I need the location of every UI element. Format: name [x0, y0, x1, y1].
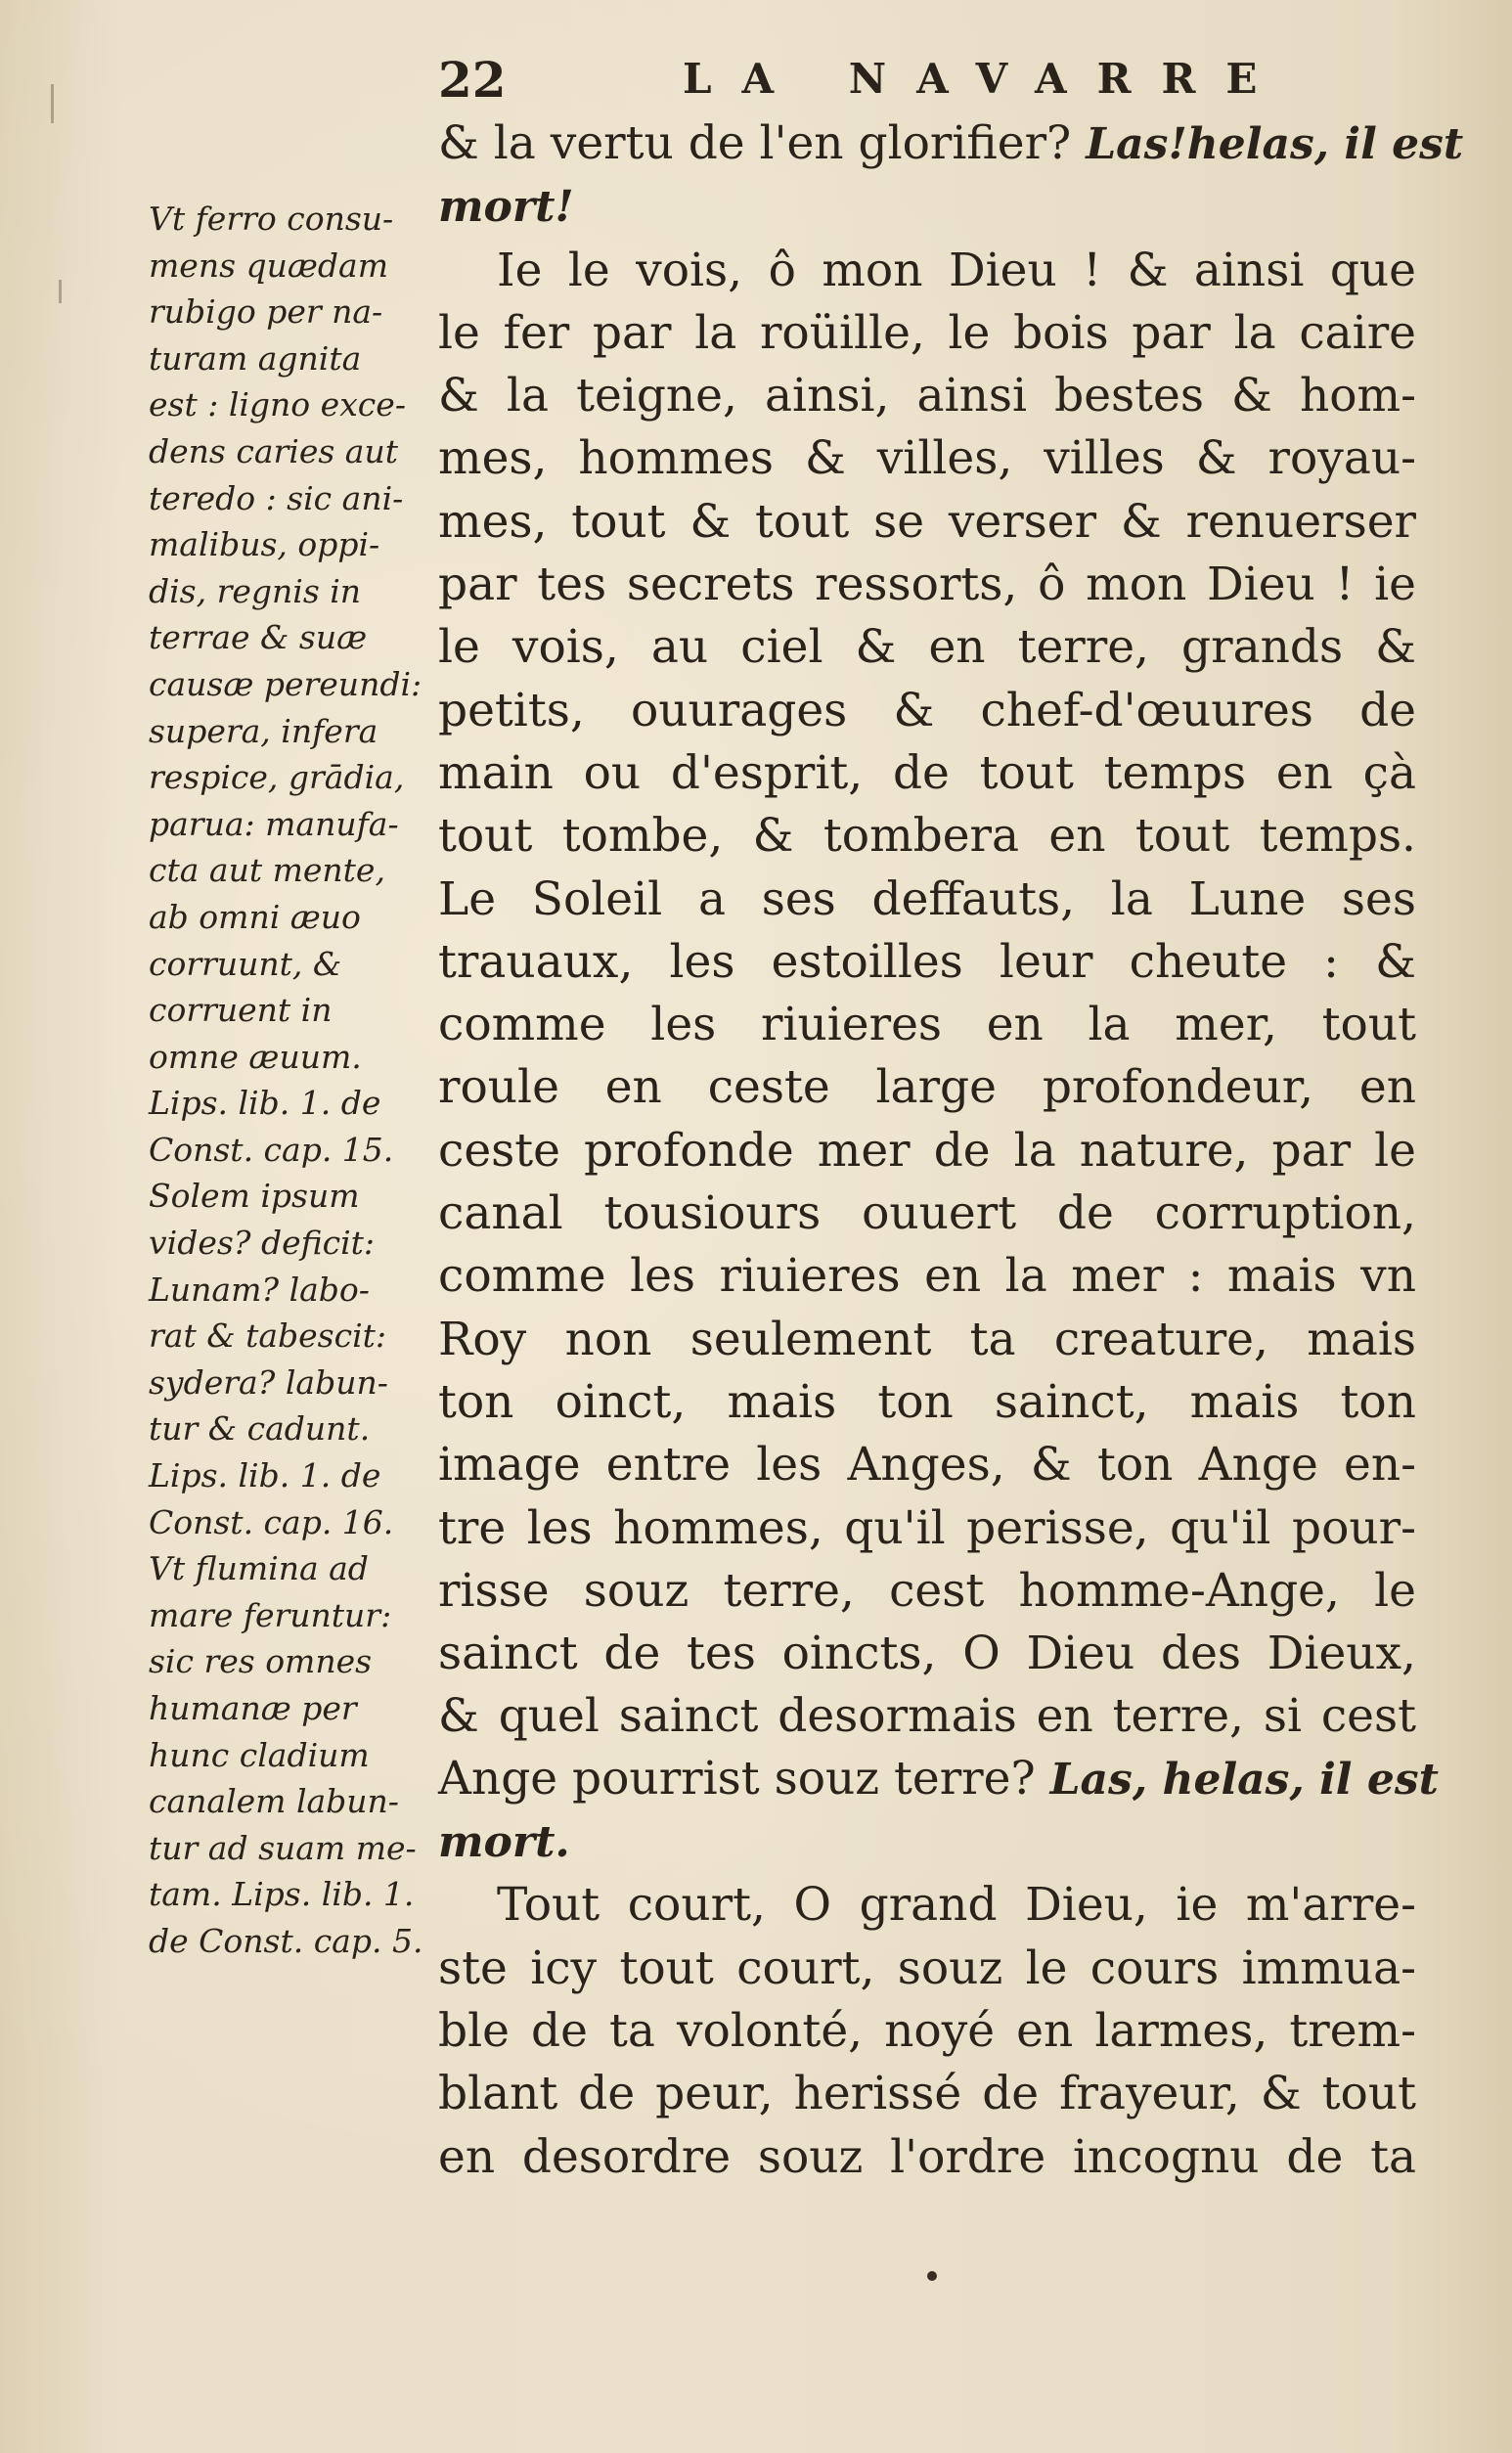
page-number: 22 [438, 51, 507, 109]
text-line-content [438, 1497, 1416, 1560]
margin-note-line: sydera? labun- [149, 1362, 388, 1402]
text-line-content [438, 1056, 1416, 1119]
text-line-content [438, 427, 1416, 490]
text-roman: trauaux, les estoilles leur cheute : & [438, 934, 1416, 989]
margin-note-line: dens caries aut [149, 431, 398, 470]
text-line-content [438, 1245, 1416, 1308]
text-roman: & quel sainct desormais en terre, si cest [438, 1689, 1416, 1744]
text-line-content [438, 1938, 1416, 2000]
main-text [438, 113, 1464, 2189]
text-roman: mes, hommes & villes, villes & royau- [438, 431, 1416, 486]
text-line [438, 2126, 1416, 2189]
ink-dot [927, 2271, 937, 2281]
margin-note-line: hunc cladium [149, 1735, 370, 1774]
text-line [438, 240, 1416, 302]
text-roman: par tes secrets ressorts, ô mon Dieu ! ie [438, 558, 1416, 612]
text-roman: ceste profonde mer de la nature, par le [438, 1123, 1416, 1178]
margin-note-line: respice, grādia, [149, 758, 405, 797]
margin-note-line: tur ad suam me- [149, 1828, 417, 1867]
text-line [438, 1182, 1416, 1245]
text-roman: & la vertu de l'en glorifier? [438, 116, 1072, 170]
text-roman: petits, ouurages & chef-d'œuures de [438, 683, 1416, 737]
text-roman: Roy non seulement ta creature, mais [438, 1312, 1416, 1366]
text-line-content [438, 1182, 1416, 1245]
margin-note-line: mare feruntur: [149, 1595, 392, 1634]
text-line [438, 1309, 1416, 1371]
text-line [438, 2000, 1416, 2063]
text-line-content [438, 2126, 1416, 2189]
text-roman: risse souz terre, cest homme-Ange, le [438, 1563, 1416, 1618]
text-line [438, 1938, 1416, 2000]
text-line-content [438, 1874, 1416, 1937]
text-line-content [438, 2000, 1416, 2063]
text-line-content [438, 365, 1416, 427]
margin-note-line: supera, infera [149, 711, 378, 750]
text-line [438, 805, 1416, 868]
text-line [438, 365, 1416, 427]
text-line [438, 1497, 1416, 1560]
text-line-content [438, 742, 1416, 805]
margin-note-line: est : ligno exce- [149, 385, 406, 424]
text-roman: le fer par la roüille, le bois par la caire [438, 305, 1416, 360]
margin-note-line: Vt flumina ad [149, 1549, 369, 1588]
text-line [438, 554, 1416, 616]
margin-note-line: Lips. lib. 1. de [149, 1456, 381, 1495]
text-roman: ble de ta volonté, noyé en larmes, trem- [438, 2003, 1416, 2058]
text-italic: mort! [438, 182, 574, 233]
text-line [438, 113, 1464, 176]
text-line-content [438, 1434, 1416, 1496]
text-roman: & la teigne, ainsi, ainsi bestes & hom- [438, 369, 1416, 424]
margin-note-line: tur & cadunt. [149, 1409, 371, 1449]
text-roman: canal tousiours ouuert de corruption, [438, 1186, 1416, 1241]
text-roman: Ie le vois, ô mon Dieu ! & ainsi que [497, 243, 1416, 297]
margin-notes [149, 196, 427, 1965]
margin-note-line: malibus, oppi- [149, 525, 380, 564]
margin-note-line: rubigo per na- [149, 292, 383, 332]
margin-note-line: turam agnita [149, 338, 362, 378]
text-roman: Le Soleil a ses deffauts, la Lune ses [438, 871, 1416, 926]
text-roman: sainct de tes oincts, O Dieu des Dieux, [438, 1627, 1416, 1681]
text-line-content [438, 931, 1416, 994]
text-line [438, 491, 1416, 554]
text-line [438, 1245, 1416, 1308]
margin-note-line: de Const. cap. 5. [149, 1921, 423, 1960]
margin-note-line: rat & tabescit: [149, 1316, 387, 1356]
margin-note-line: parua: manufa- [149, 804, 399, 843]
margin-note-line: terrae & suæ [149, 618, 368, 657]
text-line [438, 931, 1416, 994]
text-italic: Las, helas, il est [1049, 1754, 1439, 1805]
text-roman: image entre les Anges, & ton Ange en- [438, 1438, 1416, 1493]
text-line [438, 1371, 1416, 1434]
text-line [438, 1749, 1439, 1811]
margin-note-line: dis, regnis in [149, 571, 362, 610]
text-line-content [438, 112, 1464, 176]
text-line [438, 1811, 1416, 1874]
text-roman: ton oinct, mais ton sainct, mais ton [438, 1374, 1416, 1429]
text-line [438, 1560, 1416, 1623]
margin-note-line: canalem labun- [149, 1782, 399, 1821]
margin-note-line: vides? deficit: [149, 1224, 376, 1263]
text-line-content [438, 302, 1416, 365]
margin-note-line: Lunam? labo- [149, 1270, 370, 1309]
margin-note-line: causæ pereundi: [149, 664, 422, 703]
text-line [438, 1623, 1416, 1685]
margin-note-line: Solem ipsum [149, 1177, 360, 1216]
text-line-content [438, 1685, 1416, 1748]
margin-note-line: mens quædam [149, 245, 388, 285]
text-line-content [438, 805, 1416, 868]
margin-note-line: Lips. lib. 1. de [149, 1084, 381, 1123]
text-line-content [438, 1309, 1416, 1371]
text-line [438, 616, 1416, 679]
text-roman: comme les riuieres en la mer, tout [438, 998, 1416, 1052]
text-roman: roule en ceste large profondeur, en [438, 1060, 1416, 1115]
text-roman: en desordre souz l'ordre incognu de ta [438, 2129, 1416, 2184]
text-line-content [438, 240, 1416, 302]
margin-note-line: Const. cap. 16. [149, 1502, 394, 1541]
text-line-content [438, 1371, 1416, 1434]
margin-note-line: Const. cap. 15. [149, 1130, 394, 1169]
margin-note-line: corruent in [149, 991, 333, 1030]
text-line [438, 176, 1416, 239]
margin-note-line: tam. Lips. lib. 1. [149, 1875, 415, 1914]
margin-note-line: sic res omnes [149, 1642, 373, 1681]
text-line [438, 2063, 1416, 2125]
text-line-content [438, 1120, 1416, 1182]
text-line [438, 1120, 1416, 1182]
text-roman: Tout court, O grand Dieu, ie m'arre- [497, 1878, 1416, 1933]
text-line-content [438, 994, 1416, 1056]
text-line-content [438, 1810, 570, 1874]
text-roman: le vois, au ciel & en terre, grands & [438, 620, 1416, 675]
text-line-content [438, 1560, 1416, 1623]
margin-note-line: ab omni æuo [149, 897, 361, 936]
text-line [438, 1874, 1416, 1937]
text-line-content [438, 1623, 1416, 1685]
text-line-content [438, 869, 1416, 931]
margin-note-line: teredo : sic ani- [149, 478, 404, 517]
text-line [438, 869, 1416, 931]
margin-note-line: omne æuum. [149, 1037, 362, 1076]
text-roman: tre les hommes, qu'il perisse, qu'il pour- [438, 1500, 1416, 1555]
text-line [438, 427, 1416, 490]
page-header [438, 51, 1416, 110]
text-line [438, 302, 1416, 365]
text-roman: tout tombe, & tombera en tout temps. [438, 809, 1416, 864]
text-roman: Ange pourrist souz terre? [438, 1751, 1036, 1806]
text-line-content [438, 554, 1416, 616]
text-roman: mes, tout & tout se verser & renuerser [438, 494, 1416, 549]
margin-note-line: cta aut mente, [149, 851, 385, 890]
text-line [438, 1056, 1416, 1119]
margin-note-line: Vt ferro consu- [149, 200, 394, 238]
text-line-content [438, 680, 1416, 742]
text-line-content [438, 1748, 1439, 1811]
text-line [438, 742, 1416, 805]
text-italic: mort. [438, 1817, 570, 1868]
text-roman: blant de peur, herissé de frayeur, & tout [438, 2067, 1416, 2121]
left-edge-mark-2 [59, 280, 62, 303]
margin-note-line: humanæ per [149, 1689, 357, 1727]
text-line [438, 1434, 1416, 1496]
text-roman: main ou d'esprit, de tout temps en çà [438, 745, 1416, 800]
text-line [438, 680, 1416, 742]
running-head: LA NAVARRE [683, 55, 1288, 103]
text-line-content [438, 175, 574, 239]
text-line-content [438, 491, 1416, 554]
text-italic: Las!helas, il est [1086, 119, 1464, 169]
text-line [438, 1685, 1416, 1748]
text-roman: ste icy tout court, souz le cours immua- [438, 1940, 1416, 1995]
text-roman: comme les riuieres en la mer : mais vn [438, 1249, 1416, 1304]
text-line-content [438, 616, 1416, 679]
margin-note-line: corruunt, & [149, 944, 342, 983]
left-edge-mark [51, 84, 54, 123]
text-line [438, 994, 1416, 1056]
text-line-content [438, 2063, 1416, 2125]
